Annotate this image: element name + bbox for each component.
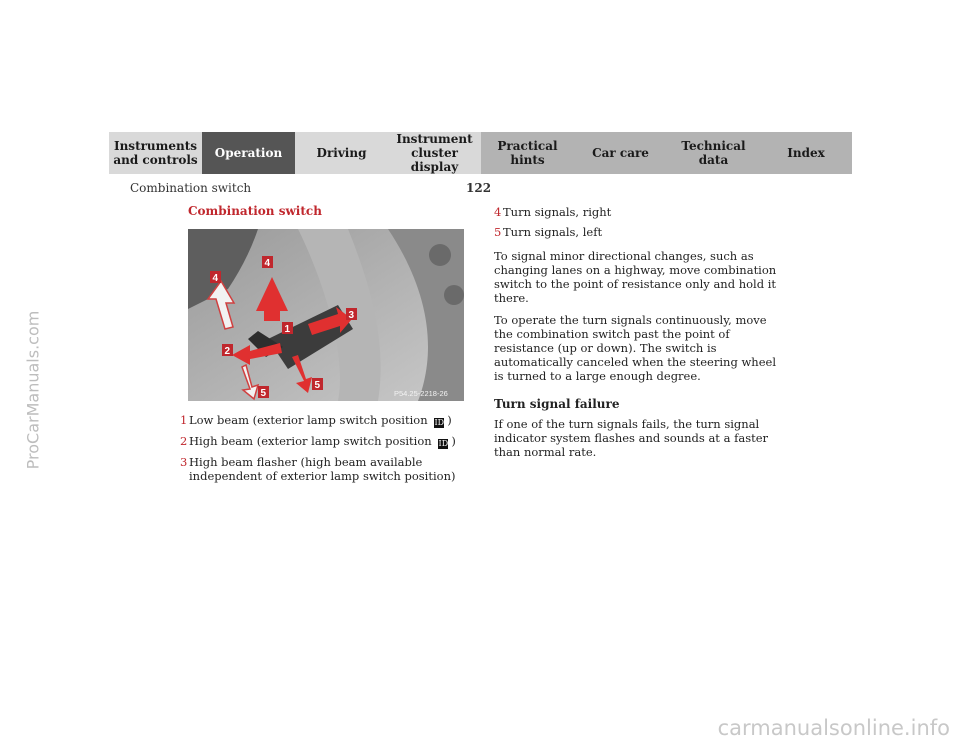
exterior-lamp-symbol-icon: ID bbox=[438, 439, 449, 448]
callout-2: 2 bbox=[224, 346, 231, 357]
list-item: 4 Turn signals, right bbox=[494, 205, 612, 219]
callout-1: 1 bbox=[284, 324, 291, 335]
paragraph: If one of the turn signals fails, the turn signal indicator system flashes and sounds at a faster than normal rate. bbox=[494, 417, 769, 459]
tab-instrument-cluster-display[interactable]: Instrument cluster display bbox=[388, 132, 481, 174]
tab-instruments-and-controls[interactable]: Instruments and controls bbox=[109, 132, 202, 174]
paragraph: To operate the turn signals continuously, move the combination switch past the point of resistance (up or down). The switch is automatically canceled when the steering wheel is turned to a large enough degree. bbox=[494, 313, 777, 383]
tab-practical-hints[interactable]: Practical hints bbox=[481, 132, 574, 174]
callout-5a: 5 bbox=[314, 380, 321, 391]
callout-4a: 4 bbox=[264, 258, 271, 269]
watermark-bottom: carmanualsonline.info bbox=[717, 716, 950, 740]
running-title: Combination switch bbox=[130, 181, 252, 195]
tab-driving[interactable]: Driving bbox=[295, 132, 388, 174]
tab-technical-data[interactable]: Technical data bbox=[667, 132, 760, 174]
legend-list-left bbox=[180, 413, 470, 489]
callout-5b: 5 bbox=[260, 388, 267, 399]
paragraph: To signal minor directional changes, such as changing lanes on a highway, move combination switch to the point of resistance only and hold it there. bbox=[494, 249, 777, 305]
page-number: 122 bbox=[466, 181, 492, 195]
list-item: 3 High beam flasher (high beam available independent of exterior lamp switch position) bbox=[180, 455, 456, 483]
callout-3: 3 bbox=[348, 310, 355, 321]
tab-operation[interactable]: Operation bbox=[202, 132, 295, 174]
right-column bbox=[494, 205, 784, 467]
exterior-lamp-symbol-icon: ID bbox=[434, 418, 445, 427]
figure-code: P54.25-2218-26 bbox=[394, 389, 448, 398]
subheading: Turn signal failure bbox=[494, 397, 620, 411]
watermark-left: ProCarManuals.com bbox=[23, 310, 43, 470]
list-item: 1 Low beam (exterior lamp switch position ID ) bbox=[180, 413, 452, 427]
list-item: 2 High beam (exterior lamp switch position ID ) bbox=[180, 434, 456, 448]
tab-index[interactable]: Index bbox=[760, 132, 852, 174]
section-tabs bbox=[109, 132, 852, 174]
tab-car-care[interactable]: Car care bbox=[574, 132, 667, 174]
section-title: Combination switch bbox=[188, 204, 322, 218]
combination-switch-photo bbox=[188, 229, 464, 401]
list-item: 5 Turn signals, left bbox=[494, 225, 603, 239]
callout-4b: 4 bbox=[212, 273, 219, 284]
